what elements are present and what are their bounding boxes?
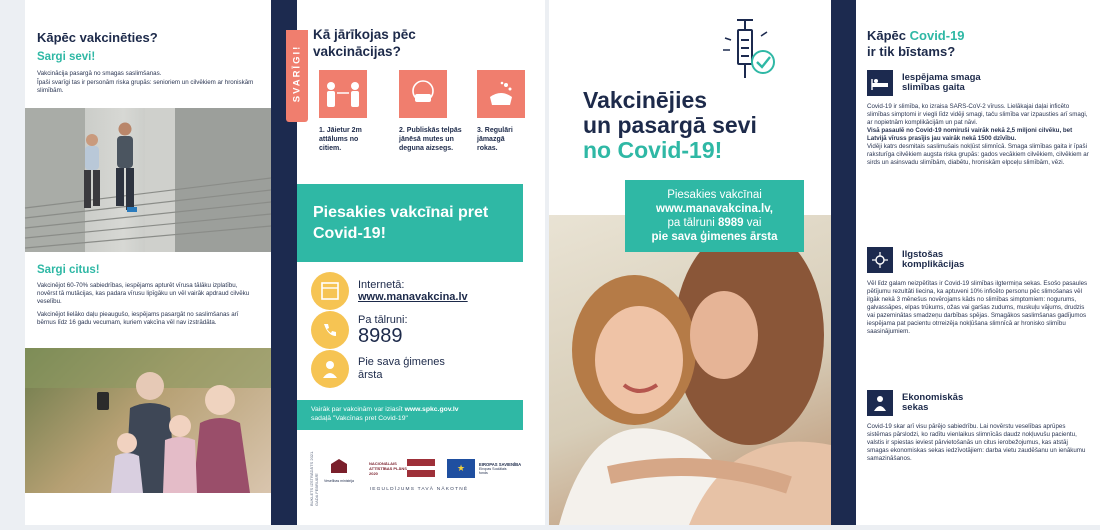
cover-cta-line3a: pa tālruni [667,217,718,229]
section-economic-p: Covid-19 skar arī visu pārējo sabiedrību. Lai novērstu veselības aprūpes sistēmas pārslodzi, ko radītu vienlaikus slimnīcās daudz nokļuvušu pacientu, valstis ir spiestas ieviest pārvietošanās un citus ierobežojumus, kas atstāj smagas ekonomiskas sekas iedzīvotājiem: darba vietu zaudēšanu un ienākumu samazināšanos. [867,423,1086,462]
logo-eu [447,459,521,478]
para-protect-others-b: Vakcinējot lielāko daļu pieaugušo, iespējams pasargāt no saslimšanas arī bērnus līdz 16 gadu vecumam, kuriem vakcīna vēl nav izstrādāta. [37,311,239,326]
section-economic [867,390,1089,463]
para-protect-self-b: Īpaši svarīgi tas ir personām riska grupās: senioriem un cilvēkiem ar hroniskām slimībām. [37,79,254,94]
logo-eu-label: EIROPAS SAVIENĪBA [479,462,522,467]
cover-cta-line2[interactable]: www.manavakcina.lv, [656,203,773,215]
cover-title-line3: no Covid-19! [583,137,723,163]
logo-eu-sub: Eiropas Sociālais fonds [479,467,507,475]
syringe-icon [717,18,779,89]
section-severe-p2: Visā pasaulē no Covid-19 nomiruši vairāk nekā 2,5 miljoni cilvēku, bet Latvijā vīruss prasījis jau vairāk nekā 1500 dzīvību. [867,127,1073,142]
more-info-bar [297,400,523,430]
cover-cta-box [625,180,804,252]
cover-title [583,88,757,163]
photo-runners [25,108,271,252]
contact-web[interactable] [311,272,468,310]
contact-phone-label: Pa tālruni: [358,313,408,326]
subheading-protect-others: Sargi citus! [37,264,100,276]
more-info-link[interactable]: www.spkc.gov.lv [404,406,459,413]
doctor-icon [311,350,349,388]
panel-cover [549,0,831,525]
cover-cta-line3b[interactable]: 8989 [718,217,744,229]
rule-distance-label: 1. Jāietur 2m attālums no citiem. [319,127,362,152]
cover-title-line2: un pasargā sevi [583,112,757,138]
cover-cta-line1: Piesakies vakcīnai [667,189,762,201]
section-severe [867,70,1089,167]
panel-why-vaccinate [25,0,271,525]
badge-important [286,30,308,122]
hospital-bed-icon [867,70,893,96]
navy-strip-right [831,0,856,525]
logo-nap-label: NACIONĀLAIS ATTĪSTĪBAS PLĀNS 2020 [369,460,407,476]
contact-doctor [311,350,446,388]
subheading-protect-self: Sargi sevi! [37,51,96,63]
panel-why-dangerous [856,0,1100,525]
rule-mask-label: 2. Publiskās telpās jānēsā mutes un deguna aizsegs. [399,127,462,152]
contact-web-value[interactable]: www.manavakcina.lv [358,291,468,303]
person-tie-icon [867,390,893,416]
phone-icon [311,311,349,349]
cta-text: Piesakies vakcīnai pret Covid-19! [313,204,489,242]
eu-flag-icon: ★ [447,459,475,478]
logo-nap [369,459,439,477]
heading-after-vaccination: Kā jārīkojas pēc vakcinācijas? [313,27,416,59]
contact-doctor-label: Pie sava ģimenes ārsta [358,356,445,381]
web-icon [311,272,349,310]
rule-handwash [477,70,537,153]
cover-cta-line3c: vai [743,217,762,229]
more-info-text-b: sadaļā "Vakcīnas pret Covid-19" [311,415,408,422]
heading-why-dangerous [867,28,1007,60]
side-note: BUKLETS IZSTRĀDĀTS 2021. GADA FEBRUĀRĪ [309,450,319,506]
more-info-text-a: Vairāk par vakcinām var iziasīt [311,406,405,413]
photo-mother-daughter [549,215,831,525]
section-long-term [867,247,1089,336]
contact-web-label: Internetā: [358,279,405,291]
photo-family-selfie [25,348,271,493]
para-protect-self-a: Vakcinācija pasargā no smagas saslimšanas. [37,70,162,77]
heading-why-dangerous-b: ir tik bīstams? [867,44,956,59]
section-economic-title: Ekonomiskās sekas [902,392,964,413]
contact-phone[interactable] [311,311,408,349]
heading-why-dangerous-a: Kāpēc [867,28,910,43]
footer-slogan: IEGULDĪJUMS TAVĀ NĀKOTNĒ [369,487,469,492]
mask-icon [399,70,447,118]
panel-after-vaccination [291,0,545,525]
section-severe-p3: Vidēji katrs desmitais saslimušais nokļūst slimnīcā. Smaga slimības gaita ir īpaši raksturīga cilvēkiem augsta riska grupās: gados vecākiem cilvēkiem, cilvēkiem ar sirds un asinsvadu slimībām, diabētu, hroniskām elpceļu slimībām, vēzi. [867,143,1089,166]
rule-handwash-label: 3. Regulāri jāmazgā rokas. [477,127,513,152]
contact-phone-value[interactable]: 8989 [358,324,403,347]
cover-title-line1: Vakcinējies [583,87,708,113]
logo-ministry [319,458,359,483]
rule-distance [319,70,391,153]
distance-icon [319,70,367,118]
badge-important-label: SVARĪGI! [291,44,303,103]
heading-why-dangerous-accent: Covid-19 [909,28,965,43]
section-severe-p1: Covid-19 ir slimība, ko izraisa SARS-CoV-2 vīruss. Lielākajai daļai inficēto slimības simptomi ir viegli līdz vidēji smagi, taču slimība var izpausties arī smagi, ar nopietnām komplikācijām un pat nāvi. [867,103,1088,126]
para-protect-others-a: Vakcinējot 60-70% sabiedrības, iespējams apturēt vīrusa tālāku izplatību, novērst tā mutācijas, kas padara vīrusu lipīgāku un vēl vairāk apdraud cilvēku veselību. [37,282,250,305]
virus-icon [867,247,893,273]
handwash-icon [477,70,525,118]
section-long-term-p: Vēl līdz galam neizpētītas ir Covid-19 slimības ilgtermiņa sekas. Esošo pasaules pētījumu rezultāti liecina, ka aptuveni 10% inficēto personu pēc slimošanas vēl ilgāk nekā 3 mēnešus novērojams kāds no slimības simptomiem: nogurums, galvassāpes, elpas trūkums, ožas vai garšas zudums, muskuļu vājums, drudzis vai pazeminātas smadzeņu darbības spējas. Smagākos saslimšanas gadījumos iespējama pat pacientu otrreizēja nokļūšana slimnīcā ar hronisko slimību saasinājumiem. [867,280,1088,335]
cta-banner [297,184,523,262]
section-severe-title: Iespējama smaga slimības gaita [902,72,981,93]
rule-mask [399,70,471,153]
section-long-term-title: Ilgstošas komplikācijas [902,249,965,270]
heading-why-vaccinate: Kāpēc vakcinēties? [37,30,158,45]
cover-cta-line4: pie sava ģimenes ārsta [651,231,778,243]
logo-ministry-label: Veselības ministrija [324,479,354,483]
